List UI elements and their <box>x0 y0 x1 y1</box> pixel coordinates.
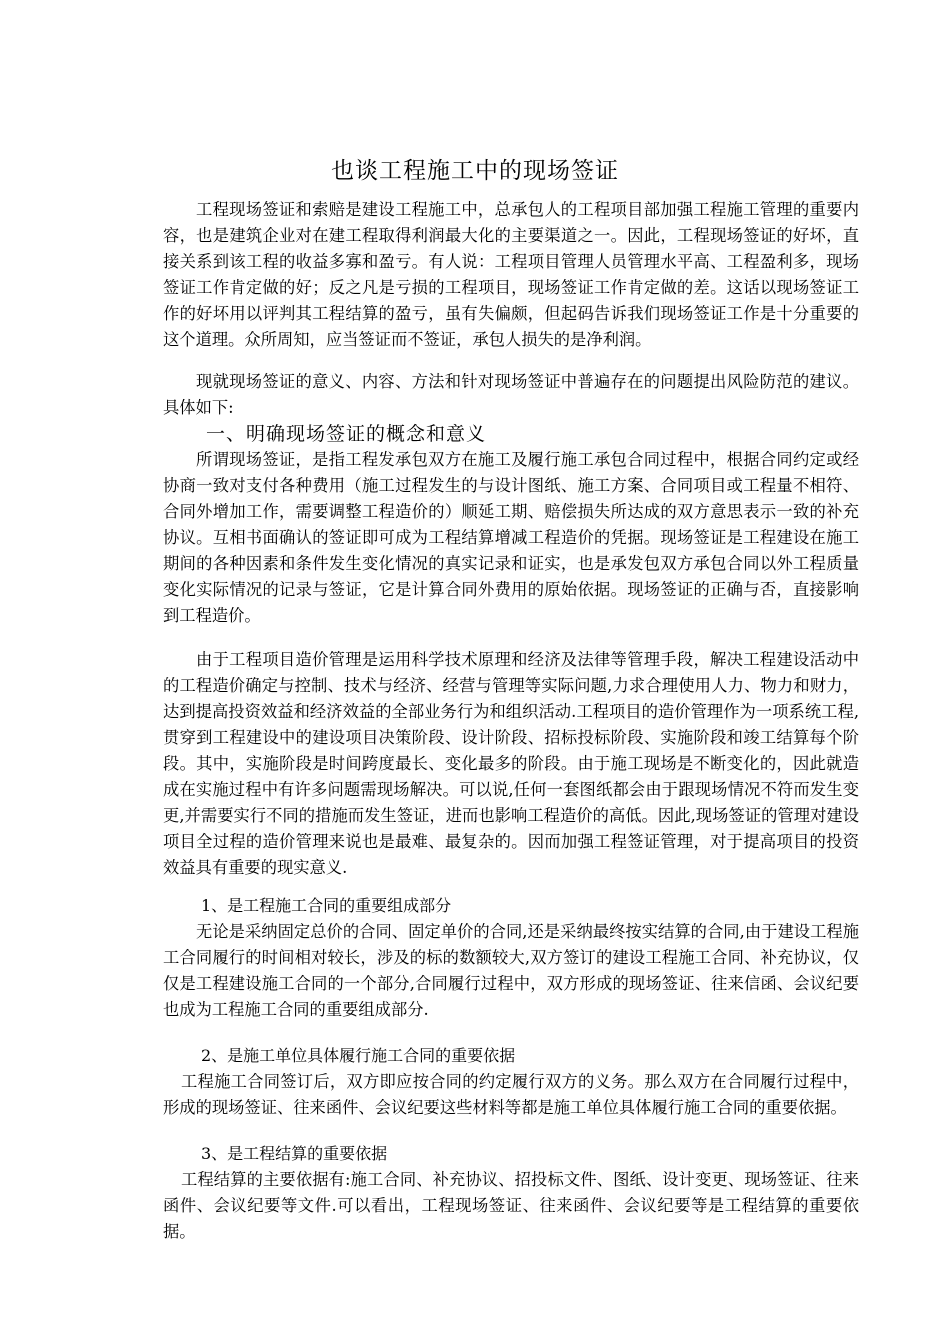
section-heading-1: 一、明确现场签证的概念和意义 <box>206 423 487 445</box>
paragraph-intro: 工程现场签证和索赔是建设工程施工中，总承包人的工程项目部加强工程施工管理的重要内容，也是建筑企业对在建工程取得利润最大化的主要渠道之一。因此，工程现场签证的好坏，直接关系到该工程的收益多寡和盈亏。有人说：工程项目管理人员管理水平高、工程盈利多，现场签证工作肯定做的好；反之凡是亏损的工程项目，现场签证工作肯定做的差。这话以现场签证工作的好坏用以评判其工程结算的盈亏，虽有失偏颇，但起码告诉我们现场签证工作是十分重要的这个道理。众所周知，应当签证而不签证，承包人损失的是净利润。 <box>163 200 859 349</box>
paragraph-contract-component: 无论是采纳固定总价的合同、固定单价的合同,还是采纳最终按实结算的合同,由于建设工程施工合同履行的时间相对较长，涉及的标的数额较大,双方签订的建设工程施工合同、补充协议，仅仅是工程建设施工合同的一个部分,合同履行过程中，双方形成的现场签证、往来信函、会议纪要也成为工程施工合同的重要组成部分. <box>163 922 859 1019</box>
paragraph-cost-management: 由于工程项目造价管理是运用科学技术原理和经济及法律等管理手段，解决工程建设活动中的工程造价确定与控制、技术与经济、经营与管理等实际问题,力求合理使用人力、物力和财力，达到提高投资效益和经济效益的全部业务行为和组织活动.工程项目的造价管理作为一项系统工程,贯穿到工程建设中的建设项目决策阶段、设计阶段、招标投标阶段、实施阶段和竣工结算每个阶段。其中，实施阶段是时间跨度最长、变化最多的阶段。由于施工现场是不断变化的，因此就造成在实施过程中有许多问题需现场解决。可以说,任何一套图纸都会由于跟现场情况不符而发生变更,并需要实行不同的措施而发生签证，进而也影响工程造价的高低。因此,现场签证的管理对建设项目全过程的造价管理来说也是最难、最复杂的。因而加强工程签证管理，对于提高项目的投资效益具有重要的现实意义. <box>163 650 859 877</box>
sub-heading-3: 3、是工程结算的重要依据 <box>201 1144 388 1163</box>
document-title: 也谈工程施工中的现场签证 <box>331 158 619 184</box>
paragraph-settlement-basis: 工程结算的主要依据有:施工合同、补充协议、招投标文件、图纸、设计变更、现场签证、往来函件、会议纪要等文件.可以看出，工程现场签证、往来函件、会议纪要等是工程结算的重要依据。 <box>163 1170 859 1241</box>
paragraph-overview: 现就现场签证的意义、内容、方法和针对现场签证中普遍存在的问题提出风险防范的建议。具体如下: <box>163 372 859 417</box>
sub-heading-1: 1、是工程施工合同的重要组成部分 <box>201 896 452 915</box>
paragraph-contract-basis: 工程施工合同签订后，双方即应按合同的约定履行双方的义务。那么双方在合同履行过程中，形成的现场签证、往来函件、会议纪要这些材料等都是施工单位具体履行施工合同的重要依据。 <box>163 1072 859 1117</box>
paragraph-definition: 所谓现场签证，是指工程发承包双方在施工及履行施工承包合同过程中，根据合同约定或经协商一致对支付各种费用（施工过程发生的与设计图纸、施工方案、合同项目或工程量不相符、合同外增加工作，需要调整工程造价的）顺延工期、赔偿损失所达成的双方意思表示一致的补充协议。互相书面确认的签证即可成为工程结算增减工程造价的凭据。现场签证是工程建设在施工期间的各种因素和条件发生变化情况的真实记录和证实，也是承发包双方承包合同以外工程质量变化实际情况的记录与签证，它是计算合同外费用的原始依据。现场签证的正确与否，直接影响到工程造价。 <box>163 450 859 625</box>
sub-heading-2: 2、是施工单位具体履行施工合同的重要依据 <box>201 1046 516 1065</box>
